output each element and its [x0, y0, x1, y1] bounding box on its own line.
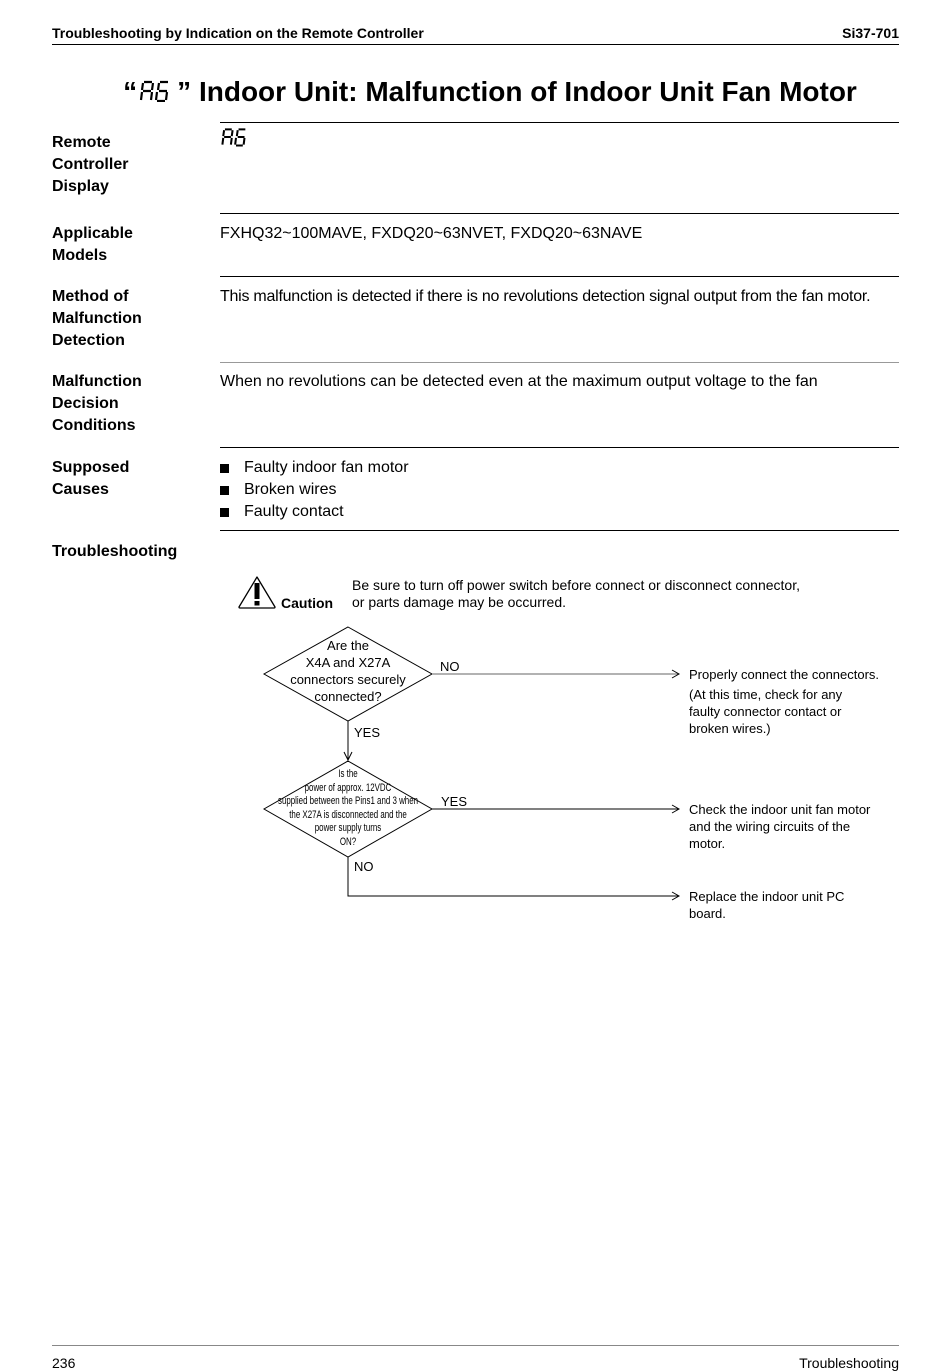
question-2-text: Is the power of approx. 12VDC supplied between the Pins1 and 3 when the X27A is disconnected and the power supply turns ON? [277, 768, 419, 848]
answer-1-text: Properly connect the connectors. (At this time, check for any faulty connector contact or broken wires.) [689, 667, 880, 736]
applicable-models-value: FXHQ32~100MAVE, FXDQ20~63NVET, FXDQ20~63NAVE [220, 225, 643, 242]
answer-2-text: Check the indoor unit fan motor and the wiring circuits of the motor. [689, 802, 871, 851]
q2-no-label: NO [354, 859, 374, 874]
label-remote-controller-display: Remote Controller Display [52, 134, 129, 195]
cause-item: Faulty indoor fan motor [220, 457, 409, 479]
title-text: Indoor Unit: Malfunction of Indoor Unit Fan Motor [198, 76, 857, 107]
quote-close: ” [177, 76, 192, 107]
q1-yes-label: YES [354, 725, 381, 740]
answer-3-text: Replace the indoor unit PC board. [689, 889, 845, 921]
label-supposed-causes: Supposed Causes [52, 459, 130, 498]
label-applicable-models: Applicable Models [52, 225, 133, 264]
label-detection-method: Method of Malfunction Detection [52, 288, 142, 349]
header-doc-id: Si37-701 [842, 25, 899, 41]
footer-section: Troubleshooting [799, 1355, 899, 1371]
footer-rule [52, 1345, 899, 1346]
q2-yes-label: YES [441, 794, 468, 809]
cause-item: Broken wires [220, 479, 409, 501]
caution-label: Caution [281, 595, 334, 611]
page-number: 236 [52, 1355, 76, 1371]
header-section: Troubleshooting by Indication on the Remote Controller [52, 25, 424, 41]
cause-item: Faulty contact [220, 501, 409, 523]
arrow-q2-no [348, 857, 679, 896]
q1-no-label: NO [440, 659, 460, 674]
quote-open: “ [123, 76, 138, 107]
caution-text: Be sure to turn off power switch before connect or disconnect connector, or parts damage may be occurred. [352, 577, 800, 610]
label-decision-conditions: Malfunction Decision Conditions [52, 373, 142, 434]
detection-method-value: This malfunction is detected if there is no revolutions detection signal output from the fan motor. [220, 288, 871, 305]
question-1-text: Are the X4A and X27A connectors securely connected? [290, 638, 406, 704]
decision-conditions-value: When no revolutions can be detected even at the maximum output voltage to the fan [220, 373, 818, 390]
label-troubleshooting: Troubleshooting [52, 543, 178, 560]
